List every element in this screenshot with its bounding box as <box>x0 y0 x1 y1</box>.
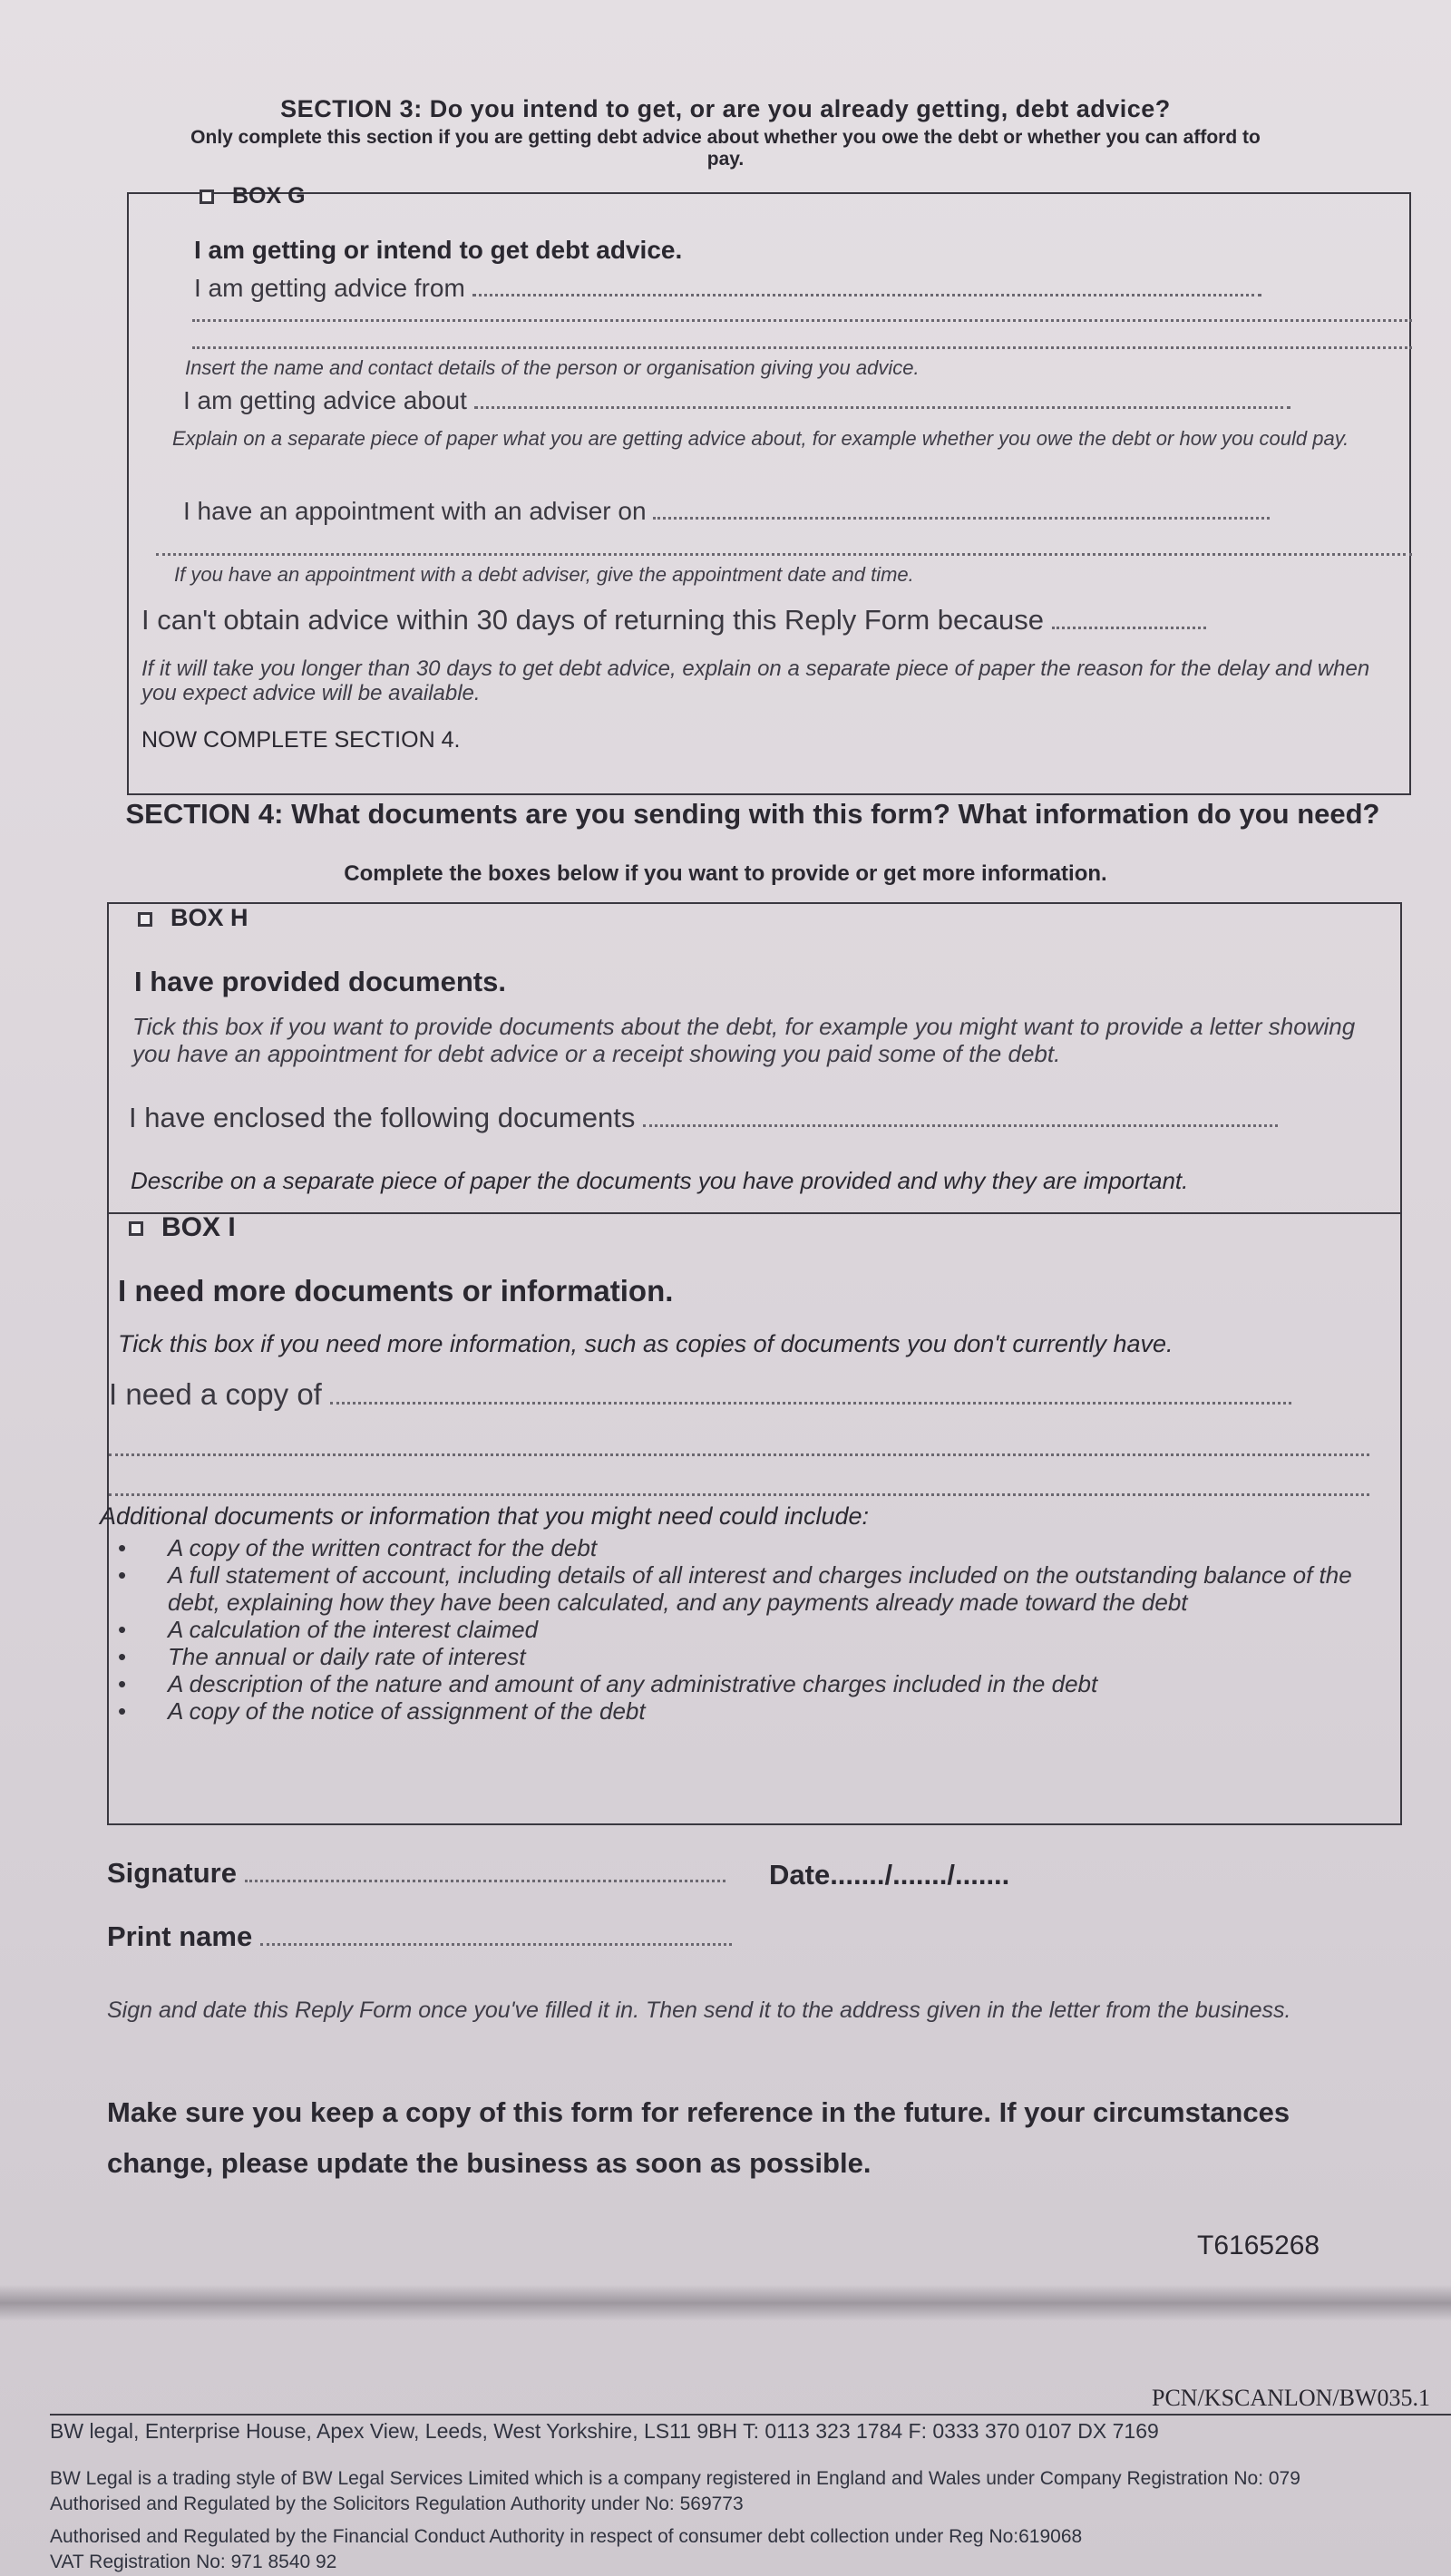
box-i-hint: Tick this box if you need more information, such as copies of documents you don't currently have. <box>118 1330 1173 1357</box>
reference-number: T6165268 <box>1197 2231 1320 2260</box>
box-i-label: BOX I <box>161 1212 236 1242</box>
cant-obtain-hint: If it will take you longer than 30 days to get debt advice, explain on a separate piece of paper the reason for the delay and when you expect advice will be available. <box>141 656 1370 705</box>
keep-copy-notice: Make sure you keep a copy of this form for reference in the future. If your circumstances change, please update the business as soon as possible. <box>107 2096 1290 2179</box>
box-i-header <box>129 1212 236 1243</box>
advice-about-row <box>183 386 1290 415</box>
need-copy-row <box>109 1377 1291 1412</box>
advice-from-field-line3[interactable] <box>192 346 1412 349</box>
paper-fold <box>0 2285 1451 2321</box>
enclosed-label: I have enclosed the following documents <box>129 1102 636 1133</box>
need-copy-label: I need a copy of <box>109 1377 322 1411</box>
appointment-label: I have an appointment with an adviser on <box>183 497 647 525</box>
now-complete-section4: NOW COMPLETE SECTION 4. <box>141 727 461 753</box>
advice-from-field-line2[interactable] <box>192 319 1412 322</box>
need-copy-field[interactable] <box>330 1396 1291 1405</box>
box-h-i <box>100 902 1402 1825</box>
signature-field[interactable] <box>245 1874 726 1882</box>
advice-from-hint: Insert the name and contact details of the person or organisation giving you advice. <box>185 356 920 379</box>
cant-obtain-label: I can't obtain advice within 30 days of returning this Reply Form because <box>141 604 1044 636</box>
print-name-field[interactable] <box>260 1938 732 1946</box>
advice-from-field[interactable] <box>472 288 1261 296</box>
list-item: • A copy of the written contract for the debt <box>109 1534 1378 1561</box>
print-name-label: Print name <box>107 1920 253 1952</box>
box-i-checkbox[interactable] <box>129 1221 143 1236</box>
advice-from-row <box>194 274 1261 303</box>
box-g-label: BOX G <box>232 183 306 209</box>
appointment-row <box>183 497 1270 526</box>
footer-fca: Authorised and Regulated by the Financial Conduct Authority in respect of consumer debt collection under Reg No:619068 <box>50 2526 1083 2547</box>
list-item: • A full statement of account, including details of all interest and charges included on the outstanding balance of the debt, explaining how they have been calculated, and any payments already made toward the debt <box>109 1561 1378 1616</box>
box-g-header <box>200 183 306 209</box>
box-g <box>127 183 1411 795</box>
advice-about-hint: Explain on a separate piece of paper what you are getting advice about, for example whether you owe the debt or how you could pay. <box>172 427 1349 450</box>
section3-title: SECTION 3: Do you intend to get, or are you already getting, debt advice? <box>280 95 1171 122</box>
section4-title: SECTION 4: What documents are you sending with this form? What information do you need? <box>125 798 1380 830</box>
box-h-hint: Tick this box if you want to provide documents about the debt, for example you might want to provide a letter showing you have an appointment for debt advice or a receipt showing you paid some of the debt. <box>132 1013 1356 1067</box>
section3-subtitle: Only complete this section if you are getting debt advice about whether you owe the debt or whether you can afford to pay. <box>190 127 1261 170</box>
footer-rule <box>50 2414 1451 2416</box>
additional-intro: Additional documents or information that you might need could include: <box>100 1502 870 1530</box>
footer-address: BW legal, Enterprise House, Apex View, Leeds, West Yorkshire, LS11 9BH T: 0113 323 1784 F: 0333 370 0107 DX 7169 <box>50 2419 1159 2443</box>
signature-row <box>107 1857 726 1890</box>
need-copy-field-line2[interactable] <box>109 1453 1369 1456</box>
appointment-field[interactable] <box>653 511 1270 520</box>
enclosed-row <box>129 1102 1278 1134</box>
signature-label: Signature <box>107 1857 237 1889</box>
advice-about-label: I am getting advice about <box>183 386 467 414</box>
list-item: • A description of the nature and amount of any administrative charges included in the debt <box>109 1670 1378 1697</box>
box-g-checkbox[interactable] <box>200 190 214 204</box>
advice-about-field[interactable] <box>474 401 1290 409</box>
section4-subtitle: Complete the boxes below if you want to provide or get more information. <box>344 861 1107 886</box>
list-item: • A copy of the notice of assignment of the debt <box>109 1697 1378 1725</box>
appointment-hint: If you have an appointment with a debt adviser, give the appointment date and time. <box>174 563 914 586</box>
sign-instructions: Sign and date this Reply Form once you've filled it in. Then send it to the address given in the letter from the business. <box>107 1998 1291 2023</box>
appointment-field-line2[interactable] <box>156 553 1412 556</box>
box-h-heading: I have provided documents. <box>134 966 506 997</box>
list-item: • The annual or daily rate of interest <box>109 1643 1378 1670</box>
list-item: • A calculation of the interest claimed <box>109 1616 1378 1643</box>
cant-obtain-field[interactable] <box>1052 621 1206 629</box>
box-h-describe: Describe on a separate piece of paper the documents you have provided and why they are important. <box>131 1167 1189 1194</box>
box-h-header <box>138 904 248 932</box>
box-i-heading: I need more documents or information. <box>118 1274 674 1307</box>
enclosed-field[interactable] <box>643 1119 1278 1127</box>
print-name-row <box>107 1920 732 1953</box>
advice-from-label: I am getting advice from <box>194 274 465 302</box>
additional-items-list <box>109 1534 1378 1725</box>
pcn-reference: PCN/KSCANLON/BW035.1 <box>1152 2385 1430 2411</box>
footer-trading: BW Legal is a trading style of BW Legal Services Limited which is a company registered in England and Wales under Company Registration No: 079 <box>50 2468 1300 2489</box>
cant-obtain-row <box>141 604 1206 637</box>
date-field[interactable]: Date......./......./....... <box>769 1859 1010 1891</box>
box-divider <box>109 1212 1400 1214</box>
footer-sra: Authorised and Regulated by the Solicitors Regulation Authority under No: 569773 <box>50 2493 744 2514</box>
box-g-heading: I am getting or intend to get debt advice. <box>194 236 683 264</box>
need-copy-field-line3[interactable] <box>109 1493 1369 1496</box>
box-h-label: BOX H <box>170 904 248 931</box>
box-h-checkbox[interactable] <box>138 912 152 927</box>
footer-vat: VAT Registration No: 971 8540 92 <box>50 2552 337 2572</box>
